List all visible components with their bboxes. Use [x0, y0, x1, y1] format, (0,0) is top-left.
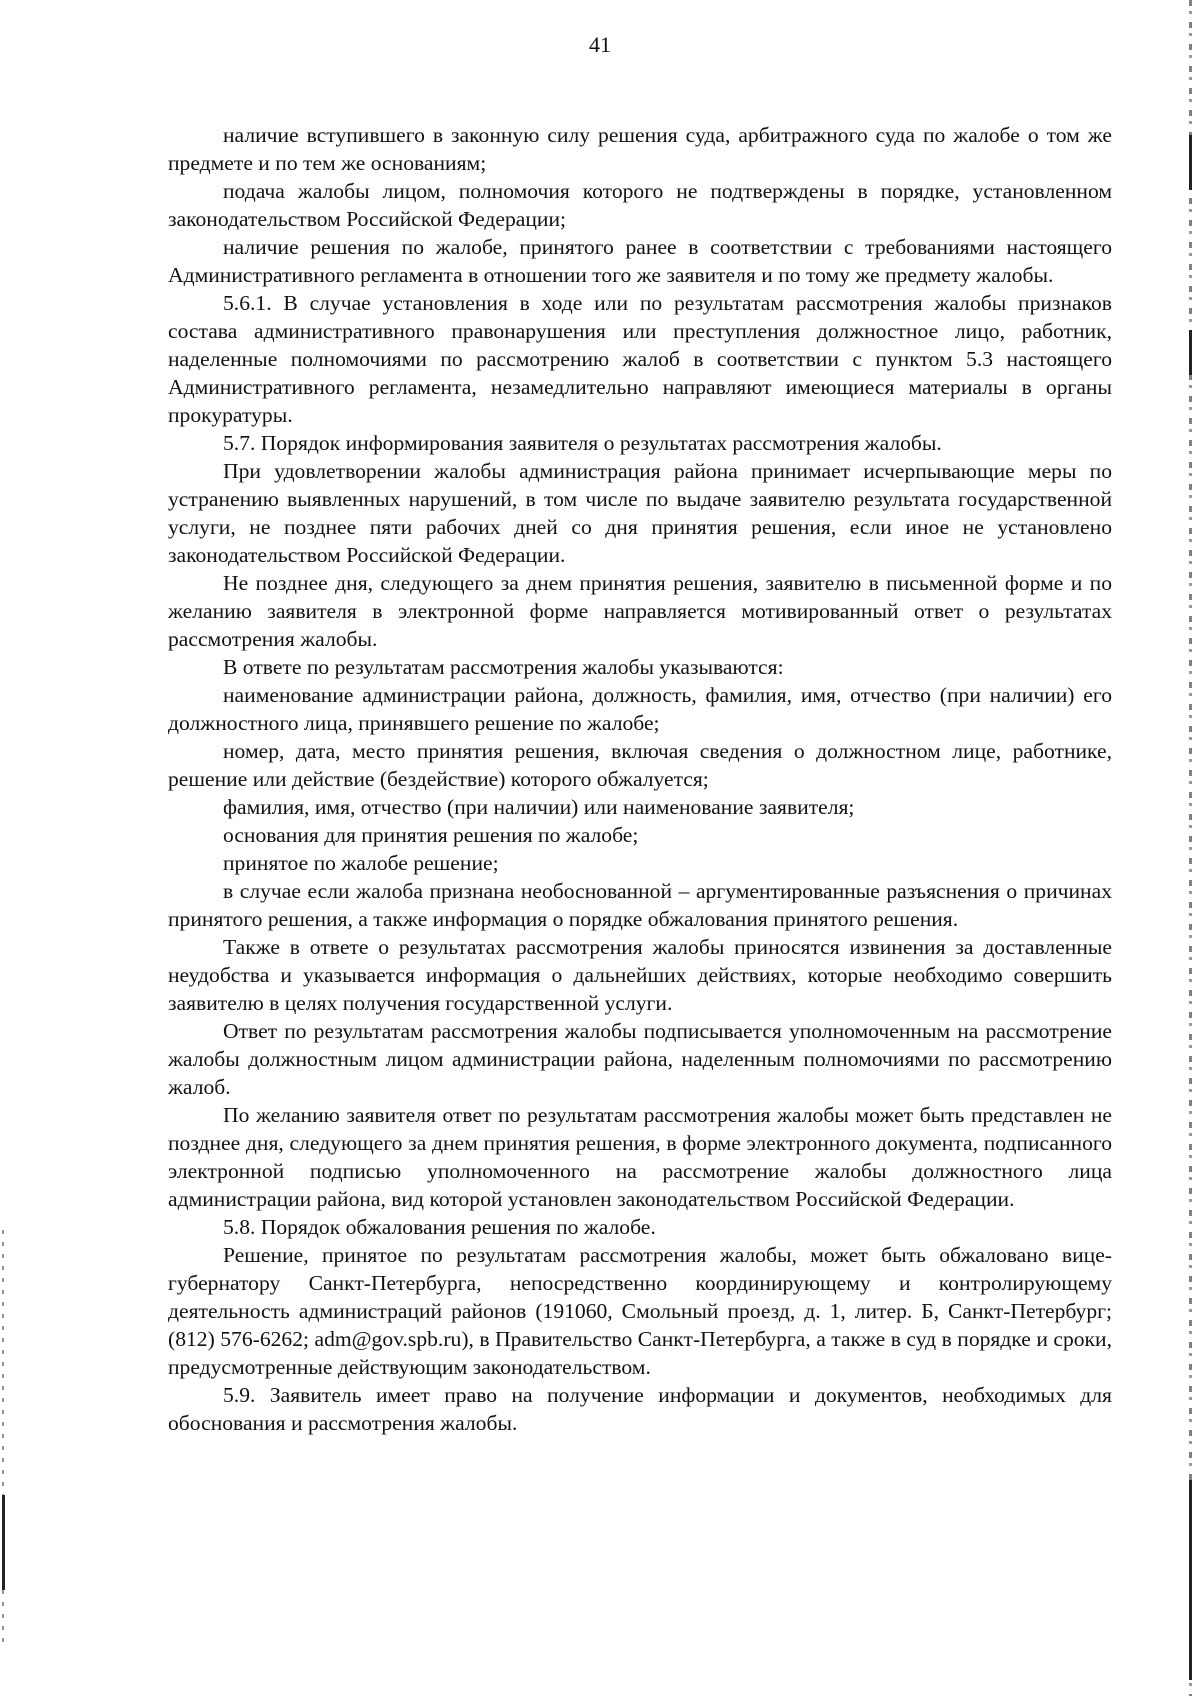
paragraph-response-signature: Ответ по результатам рассмотрения жалобы подписывается уполномоченным на рассмотрение жалобы должностным лицом администрации района, наделенным полномочиями по рассмотрению жалоб.	[168, 1019, 1112, 1099]
paragraph-electronic-response: По желанию заявителя ответ по результатам рассмотрения жалобы может быть представлен не позднее дня, следующего за днем принятия решения, в форме электронного документа, подписанного электронной подписью уполномоченного на рассмотрение жалобы должностного лица администрации района, вид которой установлен законодательством Российской Федерации.	[168, 1103, 1112, 1211]
scan-edge-right	[1189, 0, 1192, 1696]
page-number: 41	[589, 32, 611, 57]
list-item-decision-taken: принятое по жалобе решение;	[223, 851, 499, 875]
paragraph-grounds-unconfirmed-authority: подача жалобы лицом, полномочия которого не подтверждены в порядке, установленном законодательством Российской Федерации;	[168, 179, 1112, 231]
section-heading-5-7: 5.7. Порядок информирования заявителя о результатах рассмотрения жалобы.	[223, 431, 942, 455]
list-item-unfounded-complaint: в случае если жалоба признана необоснованной – аргументированные разъяснения о причинах принятого решения, а также информация о порядке обжалования принятого решения.	[168, 879, 1112, 931]
paragraph-response-contents-intro: В ответе по результатам рассмотрения жалобы указываются:	[223, 655, 784, 679]
scan-edge-mark	[1189, 1480, 1192, 1680]
paragraph-5-6-1: 5.6.1. В случае установления в ходе или по результатам рассмотрения жалобы признаков состава административного правонарушения или преступления должностное лицо, работник, наделенные полномочиями по рассмотрению жалоб в соответствии с пунктом 5.3 настоящего Административного регламента, незамедлительно направляют имеющиеся материалы в органы прокуратуры.	[168, 291, 1112, 427]
scan-edge-mark	[2, 1495, 5, 1590]
scan-edge-mark	[1189, 135, 1192, 190]
paragraph-appeal-procedure: Решение, принятое по результатам рассмотрения жалобы, может быть обжаловано вице-губернатору Санкт-Петербурга, непосредственно координирующему и контролирующему деятельность администраций районов (191060, Смольный проезд, д. 1, литер. Б, Санкт-Петербург; (812) 576-6262; adm@gov.spb.ru), в Правительство Санкт-Петербурга, а также в суд в порядке и сроки, предусмотренные действующим законодательством.	[168, 1243, 1112, 1379]
paragraph-grounds-prior-decision: наличие решения по жалобе, принятого ранее в соответствии с требованиями настоящего Административного регламента в отношении того же заявителя и по тому же предмету жалобы.	[168, 235, 1112, 287]
document-body	[168, 121, 1112, 1437]
list-item-administration-name: наименование администрации района, должность, фамилия, имя, отчество (при наличии) его должностного лица, принявшего решение по жалобе;	[168, 683, 1112, 735]
paragraph-5-9: 5.9. Заявитель имеет право на получение информации и документов, необходимых для обоснования и рассмотрения жалобы.	[168, 1383, 1112, 1435]
scan-edge-mark	[1189, 330, 1192, 375]
section-heading-5-8: 5.8. Порядок обжалования решения по жалобе.	[223, 1215, 656, 1239]
list-item-decision-grounds: основания для принятия решения по жалобе;	[223, 823, 639, 847]
paragraph-response-deadline: Не позднее дня, следующего за днем принятия решения, заявителю в письменной форме и по желанию заявителя в электронной форме направляется мотивированный ответ о результатах рассмотрения жалобы.	[168, 571, 1112, 651]
paragraph-complaint-satisfaction: При удовлетворении жалобы администрация района принимает исчерпывающие меры по устранению выявленных нарушений, в том числе по выдаче заявителю результата государственной услуги, не позднее пяти рабочих дней со дня принятия решения, если иное не установлено законодательством Российской Федерации.	[168, 459, 1112, 567]
paragraph-grounds-court-decision: наличие вступившего в законную силу решения суда, арбитражного суда по жалобе о том же предмете и по тем же основаниям;	[168, 123, 1112, 175]
paragraph-apologies: Также в ответе о результатах рассмотрения жалобы приносятся извинения за доставленные неудобства и указывается информация о дальнейших действиях, которые необходимо совершить заявителю в целях получения государственной услуги.	[168, 935, 1112, 1015]
list-item-applicant-name: фамилия, имя, отчество (при наличии) или наименование заявителя;	[223, 795, 855, 819]
list-item-decision-details: номер, дата, место принятия решения, включая сведения о должностном лице, работнике, решение или действие (бездействие) которого обжалуется;	[168, 739, 1112, 791]
